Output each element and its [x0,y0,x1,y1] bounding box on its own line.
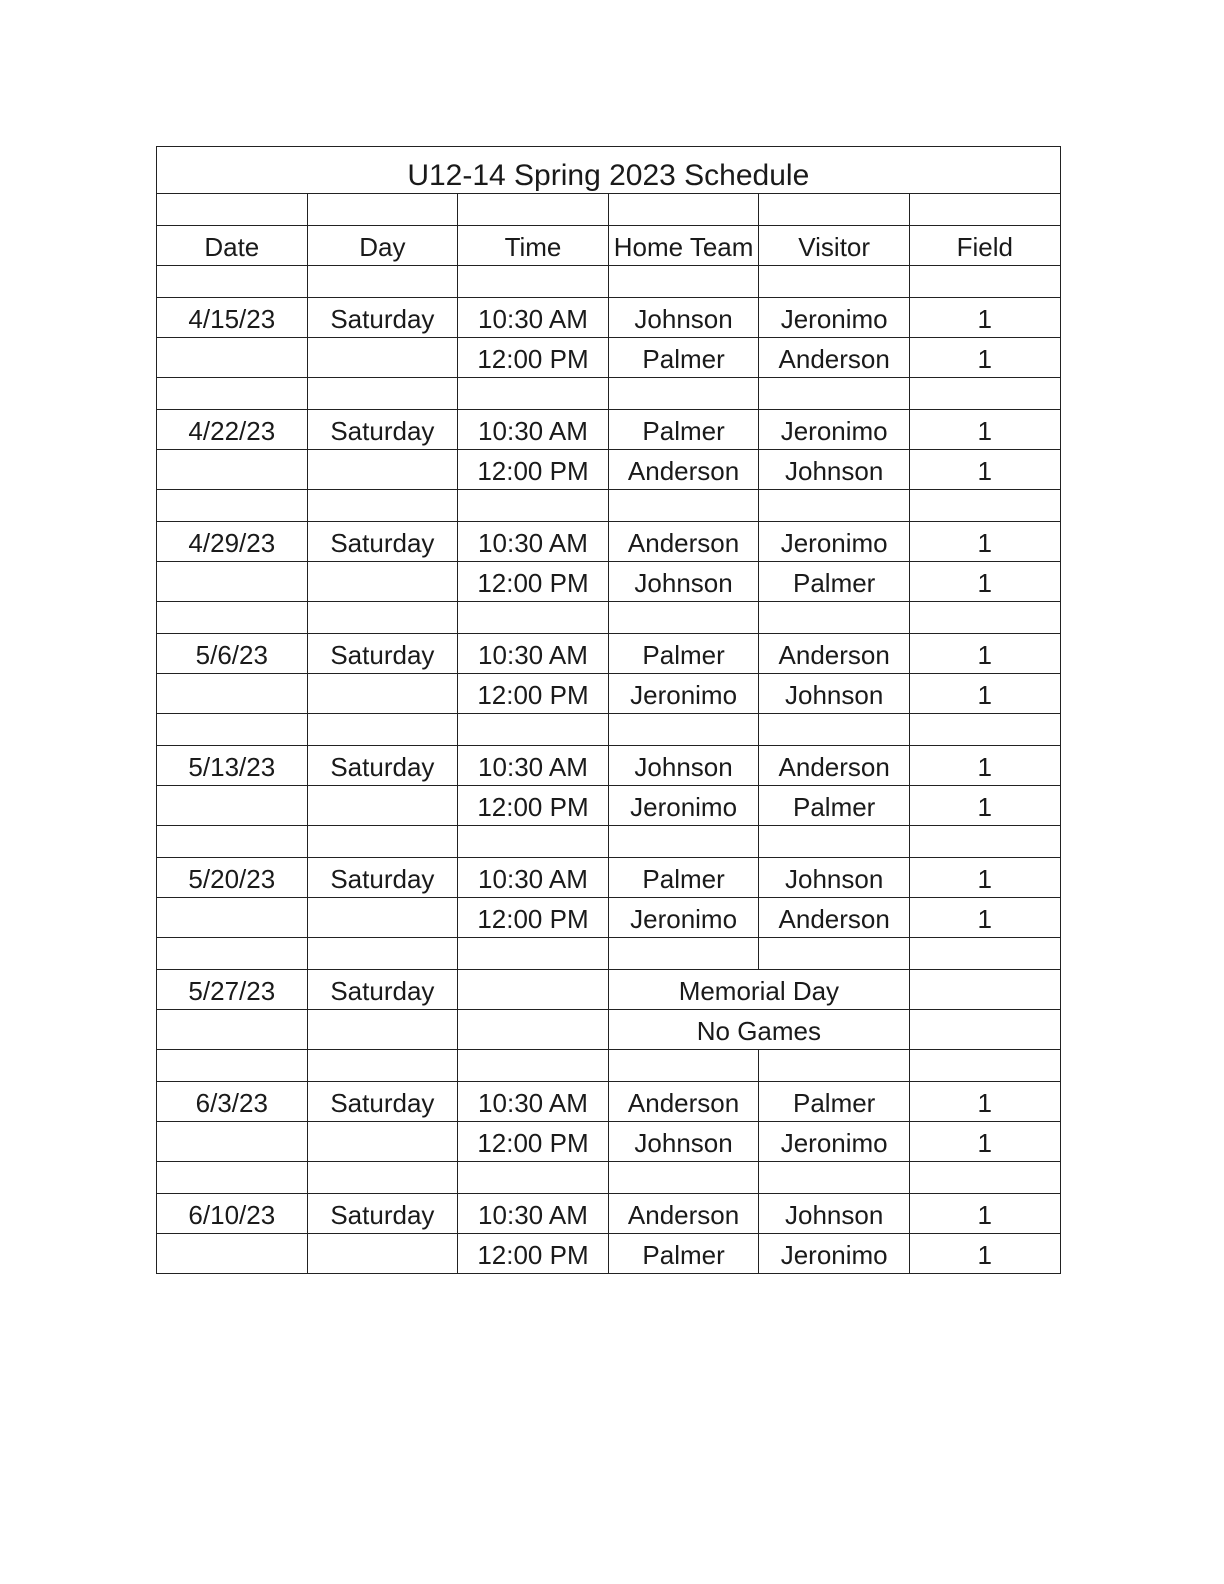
empty-cell [157,1162,308,1194]
game-visitor: Anderson [759,634,910,674]
game-day [307,338,458,378]
game-time: 12:00 PM [458,450,609,490]
game-visitor: Johnson [759,1194,910,1234]
game-date: 5/20/23 [157,858,308,898]
empty-cell [157,602,308,634]
spacer-row [157,378,1061,410]
game-time: 12:00 PM [458,898,609,938]
game-date: 4/29/23 [157,522,308,562]
game-visitor: Anderson [759,746,910,786]
game-time: 10:30 AM [458,858,609,898]
game-time: 12:00 PM [458,338,609,378]
game-home-team: Johnson [608,1122,759,1162]
header-home-team: Home Team [608,226,759,266]
game-time: 10:30 AM [458,1082,609,1122]
game-home-team: Johnson [608,298,759,338]
game-row [157,450,1061,490]
game-field: 1 [909,450,1060,490]
game-home-team: Jeronimo [608,674,759,714]
game-field: 1 [909,786,1060,826]
empty-cell [307,266,458,298]
empty-cell [307,194,458,226]
game-time: 12:00 PM [458,674,609,714]
game-row [157,858,1061,898]
game-date: 5/13/23 [157,746,308,786]
game-visitor: Johnson [759,674,910,714]
empty-cell [759,490,910,522]
game-row [157,634,1061,674]
game-time: 10:30 AM [458,298,609,338]
game-row [157,1082,1061,1122]
empty-cell [458,970,609,1010]
spacer-row [157,602,1061,634]
game-day: Saturday [307,298,458,338]
empty-cell [157,266,308,298]
empty-cell [307,1162,458,1194]
game-time: 10:30 AM [458,410,609,450]
empty-cell [307,938,458,970]
empty-cell [909,1010,1060,1050]
game-home-team: Palmer [608,858,759,898]
schedule-title: U12-14 Spring 2023 Schedule [157,147,1061,194]
game-field: 1 [909,338,1060,378]
game-field: 1 [909,746,1060,786]
game-visitor: Palmer [759,562,910,602]
empty-cell [458,1010,609,1050]
game-time: 12:00 PM [458,1234,609,1274]
spacer-row [157,1162,1061,1194]
game-date [157,674,308,714]
game-visitor: Anderson [759,898,910,938]
game-day [307,1234,458,1274]
empty-cell [909,1162,1060,1194]
note-row [157,970,1061,1010]
spacer-row [157,194,1061,226]
empty-cell [458,826,609,858]
game-field: 1 [909,898,1060,938]
game-row [157,1194,1061,1234]
game-row [157,786,1061,826]
header-visitor: Visitor [759,226,910,266]
header-date: Date [157,226,308,266]
game-date [157,1010,308,1050]
game-time: 12:00 PM [458,1122,609,1162]
spacer-row [157,826,1061,858]
game-row [157,674,1061,714]
game-day [307,674,458,714]
empty-cell [458,378,609,410]
empty-cell [157,1050,308,1082]
game-day [307,450,458,490]
header-row [157,226,1061,266]
game-home-team: Anderson [608,1194,759,1234]
game-row [157,898,1061,938]
empty-cell [759,266,910,298]
game-date: 5/27/23 [157,970,308,1010]
game-field: 1 [909,298,1060,338]
game-time: 10:30 AM [458,1194,609,1234]
game-day [307,786,458,826]
game-field: 1 [909,410,1060,450]
empty-cell [608,194,759,226]
empty-cell [909,826,1060,858]
empty-cell [608,1050,759,1082]
game-field: 1 [909,1234,1060,1274]
game-date [157,450,308,490]
game-visitor: Jeronimo [759,1234,910,1274]
game-home-team: Palmer [608,338,759,378]
game-home-team: Palmer [608,1234,759,1274]
empty-cell [909,194,1060,226]
game-time: 12:00 PM [458,562,609,602]
game-visitor: Palmer [759,1082,910,1122]
game-field: 1 [909,858,1060,898]
empty-cell [307,714,458,746]
game-row [157,522,1061,562]
empty-cell [759,826,910,858]
empty-cell [759,1162,910,1194]
empty-cell [307,378,458,410]
game-field: 1 [909,1122,1060,1162]
game-date [157,1122,308,1162]
empty-cell [307,826,458,858]
game-day: Saturday [307,634,458,674]
spacer-row [157,490,1061,522]
game-home-team: Palmer [608,410,759,450]
game-visitor: Jeronimo [759,298,910,338]
empty-cell [157,826,308,858]
empty-cell [458,490,609,522]
game-time: 10:30 AM [458,634,609,674]
empty-cell [909,714,1060,746]
game-home-team: Jeronimo [608,898,759,938]
empty-cell [759,1050,910,1082]
game-date [157,338,308,378]
game-date [157,786,308,826]
game-date [157,562,308,602]
game-visitor: Palmer [759,786,910,826]
game-home-team: Palmer [608,634,759,674]
empty-cell [458,1050,609,1082]
spacer-row [157,938,1061,970]
game-day: Saturday [307,970,458,1010]
empty-cell [909,490,1060,522]
game-visitor: Jeronimo [759,1122,910,1162]
game-home-team: Johnson [608,562,759,602]
empty-cell [458,194,609,226]
game-day [307,1010,458,1050]
game-date [157,898,308,938]
empty-cell [759,194,910,226]
note-text: Memorial Day [608,970,909,1010]
game-date: 5/6/23 [157,634,308,674]
game-day [307,562,458,602]
game-field: 1 [909,674,1060,714]
game-time: 12:00 PM [458,786,609,826]
empty-cell [157,378,308,410]
game-day: Saturday [307,1194,458,1234]
empty-cell [307,490,458,522]
empty-cell [608,826,759,858]
empty-cell [458,938,609,970]
game-home-team: Johnson [608,746,759,786]
empty-cell [608,266,759,298]
empty-cell [759,602,910,634]
game-field: 1 [909,1082,1060,1122]
game-date: 6/10/23 [157,1194,308,1234]
note-text: No Games [608,1010,909,1050]
empty-cell [157,490,308,522]
empty-cell [307,1050,458,1082]
empty-cell [909,970,1060,1010]
game-home-team: Anderson [608,522,759,562]
game-time: 10:30 AM [458,746,609,786]
game-home-team: Anderson [608,1082,759,1122]
game-row [157,746,1061,786]
game-visitor: Anderson [759,338,910,378]
game-row [157,298,1061,338]
game-day: Saturday [307,858,458,898]
game-row [157,338,1061,378]
schedule-body [157,147,1061,1274]
game-day: Saturday [307,522,458,562]
game-date: 4/15/23 [157,298,308,338]
spacer-row [157,714,1061,746]
empty-cell [759,938,910,970]
spacer-row [157,1050,1061,1082]
game-home-team: Anderson [608,450,759,490]
schedule-table [156,146,1061,1274]
game-visitor: Johnson [759,858,910,898]
game-visitor: Jeronimo [759,522,910,562]
empty-cell [759,378,910,410]
game-home-team: Jeronimo [608,786,759,826]
empty-cell [458,266,609,298]
game-field: 1 [909,562,1060,602]
empty-cell [608,714,759,746]
empty-cell [458,714,609,746]
header-day: Day [307,226,458,266]
empty-cell [909,266,1060,298]
header-time: Time [458,226,609,266]
empty-cell [608,1162,759,1194]
empty-cell [909,378,1060,410]
game-visitor: Jeronimo [759,410,910,450]
game-time: 10:30 AM [458,522,609,562]
game-visitor: Johnson [759,450,910,490]
empty-cell [608,490,759,522]
game-date [157,1234,308,1274]
empty-cell [909,602,1060,634]
game-day: Saturday [307,1082,458,1122]
empty-cell [608,378,759,410]
game-day: Saturday [307,746,458,786]
game-date: 4/22/23 [157,410,308,450]
note-row [157,1010,1061,1050]
game-day [307,898,458,938]
empty-cell [458,1162,609,1194]
game-date: 6/3/23 [157,1082,308,1122]
game-row [157,1234,1061,1274]
game-field: 1 [909,1194,1060,1234]
empty-cell [458,602,609,634]
game-row [157,1122,1061,1162]
game-field: 1 [909,522,1060,562]
empty-cell [759,714,910,746]
empty-cell [608,938,759,970]
spacer-row [157,266,1061,298]
game-field: 1 [909,634,1060,674]
game-row [157,410,1061,450]
header-field: Field [909,226,1060,266]
empty-cell [157,938,308,970]
empty-cell [157,714,308,746]
title-row [157,147,1061,194]
empty-cell [909,938,1060,970]
empty-cell [307,602,458,634]
empty-cell [909,1050,1060,1082]
game-day [307,1122,458,1162]
game-day: Saturday [307,410,458,450]
game-row [157,562,1061,602]
empty-cell [608,602,759,634]
empty-cell [157,194,308,226]
